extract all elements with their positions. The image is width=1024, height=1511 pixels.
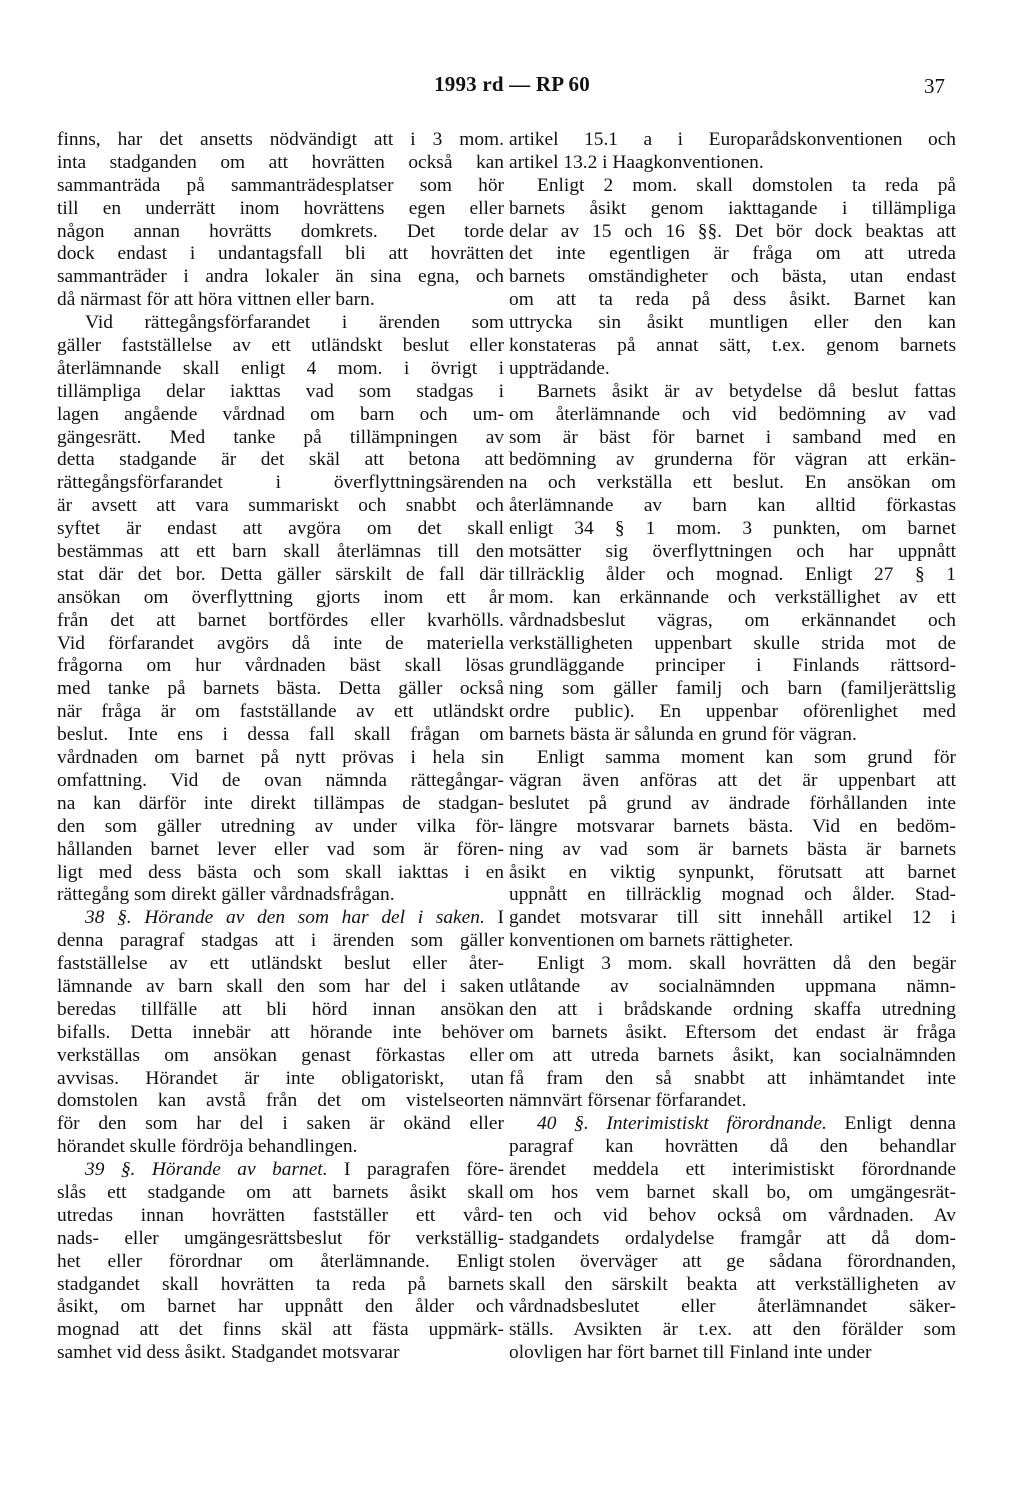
text-line: na kan därför inte direkt tillämpas de stadgan- — [57, 792, 504, 814]
text-line: barnets åsikt genom iakttagande i tillämpliga — [509, 197, 956, 219]
page-header-title: 1993 rd — RP 60 — [434, 72, 590, 96]
text-line: uppträdande. — [509, 357, 610, 379]
text-line: från det att barnet bortfördes eller kvarhölls. — [57, 609, 504, 631]
text-line: Vid förfarandet avgörs då inte de materiella — [57, 632, 504, 654]
text-line: omfattning. Vid de ovan nämnda rättegångar- — [57, 769, 504, 791]
text-line: bifalls. Detta innebär att hörande inte behöver — [57, 1021, 504, 1043]
text-line: verkställas om ansökan genast förkastas eller — [57, 1044, 504, 1066]
text-line: tillämpliga delar iakttas vad som stadgas i — [57, 380, 504, 402]
text-line: Enligt 2 mom. skall domstolen ta reda på — [537, 174, 956, 196]
text-line: återlämnande skall enligt 4 mom. i övrigt i — [57, 357, 504, 379]
text-line: ärendet meddela ett interimistiskt förordnande — [509, 1159, 956, 1181]
text-line: längre motsvarar barnets bästa. Vid en bedöm- — [509, 815, 956, 837]
text-line: då närmast för att höra vittnen eller barn. — [57, 289, 375, 311]
text-line: beslut. Inte ens i dessa fall skall frågan om — [57, 724, 504, 746]
text-line: åsikt en viktig synpunkt, förutsatt att barnet — [509, 861, 956, 883]
text-line: denna paragraf stadgas att i ärenden som gäller — [57, 930, 504, 952]
text-line: lämnande av barn skall den som har del i saken — [57, 975, 504, 997]
text-line: 40 §. Interimistiskt förordnande. Enligt denna — [537, 1113, 956, 1135]
text-line: skall den särskilt beakta att verkställigheten av — [509, 1273, 956, 1295]
text-line: grundläggande principer i Finlands rättsord- — [509, 655, 956, 677]
text-line: artikel 13.2 i Haagkonventionen. — [509, 151, 764, 173]
text-line: för den som har del i saken är okänd eller — [57, 1113, 504, 1135]
text-line: konstateras på annat sätt, t.ex. genom barnets — [509, 335, 956, 357]
text-line: mognad att det finns skäl att fästa uppmärk- — [57, 1319, 504, 1341]
text-line: Vid rättegångsförfarandet i ärenden som — [85, 312, 504, 334]
text-line: 38 §. Hörande av den som har del i saken. I — [85, 907, 504, 929]
text-line: ning av vad som är barnets bästa är barnets — [509, 838, 956, 860]
text-line: verkställigheten uppenbart skulle strida mot de — [509, 632, 956, 654]
text-line: det inte egentligen är fråga om att utreda — [509, 243, 956, 265]
text-line: gäller fastställelse av ett utländskt beslut eller — [57, 335, 504, 357]
text-line: Enligt 3 mom. skall hovrätten då den begär — [537, 953, 956, 975]
left-text-column — [57, 129, 504, 1365]
text-line: finns, har det ansetts nödvändigt att i 3 mom. — [57, 129, 504, 150]
text-line: het eller förordnar om återlämnande. Enligt — [57, 1250, 504, 1272]
text-line: utredas innan hovrätten fastställer ett vård- — [57, 1204, 504, 1226]
text-line: stadgandet skall hovrätten ta reda på barnets — [57, 1273, 504, 1295]
text-line: som är bäst för barnet i samband med en — [509, 426, 956, 448]
text-line: med tanke på barnets bästa. Detta gäller också — [57, 678, 504, 700]
text-line: vårdnadsbeslut vägras, om erkännandet och — [509, 609, 956, 631]
text-line: beredas tillfälle att bli hörd innan ansökan — [57, 998, 504, 1020]
text-line: ordre public). En uppenbar oförenlighet med — [509, 701, 956, 723]
text-line: na och verkställa ett beslut. En ansökan om — [509, 472, 956, 494]
text-line: tillräcklig ålder och mognad. Enligt 27 § 1 — [509, 563, 956, 585]
text-line: motsätter sig överflyttningen och har uppnått — [509, 541, 956, 563]
text-line: delar av 15 och 16 §§. Det bör dock beaktas att — [509, 220, 956, 242]
text-line: beslutet på grund av ändrade förhållanden inte — [509, 792, 956, 814]
text-line: om hos vem barnet skall bo, om umgängesrät- — [509, 1181, 956, 1203]
text-line: uppnått en tillräcklig mognad och ålder. Stad- — [509, 884, 956, 906]
text-line: konventionen om barnets rättigheter. — [509, 930, 794, 952]
text-line: ten och vid behov också om vårdnaden. Av — [509, 1204, 956, 1226]
text-line: fastställelse av ett utländskt beslut eller åter- — [57, 953, 504, 975]
text-line: den som gäller utredning av under vilka för- — [57, 815, 504, 837]
text-line: stadgandets ordalydelse framgår att då dom- — [509, 1227, 956, 1249]
text-line: avvisas. Hörandet är inte obligatoriskt, utan — [57, 1067, 504, 1089]
text-line: artikel 15.1 a i Europarådskonventionen och — [509, 129, 956, 150]
text-line: gängesrätt. Med tanke på tillämpningen av — [57, 426, 504, 448]
text-line: den att i brådskande ordning skaffa utredning — [509, 998, 956, 1020]
text-line: stolen överväger att ge sådana förordnanden, — [509, 1250, 956, 1272]
text-line: barnets omständigheter och bästa, utan endast — [509, 266, 956, 288]
text-line: stat där det bor. Detta gäller särskilt de fall där — [57, 563, 504, 585]
text-line: slås ett stadgande om att barnets åsikt skall — [57, 1181, 504, 1203]
page-number: 37 — [924, 74, 945, 98]
text-line: hörandet skulle fördröja behandlingen. — [57, 1136, 358, 1158]
text-line: sammanträder i andra lokaler än sina egna, och — [57, 266, 504, 288]
text-line: paragraf kan hovrätten då den behandlar — [509, 1136, 956, 1158]
text-line: nämnvärt försenar förfarandet. — [509, 1090, 747, 1112]
text-line: återlämnande av barn kan alltid förkastas — [509, 495, 956, 517]
text-line: bestämmas att ett barn skall återlämnas till den — [57, 541, 504, 563]
text-line: vägran även anföras att det är uppenbart att — [509, 769, 956, 791]
text-line: detta stadgande är det skäl att betona att — [57, 449, 504, 471]
text-line: ning som gäller familj och barn (familjerättslig — [509, 678, 956, 700]
text-line: gandet motsvarar till sitt innehåll artikel 12 i — [509, 907, 956, 929]
text-line: enligt 34 § 1 mom. 3 punkten, om barnet — [509, 518, 956, 540]
text-line: få fram den så snabbt att inhämtandet inte — [509, 1067, 956, 1089]
text-line: frågorna om hur vårdnaden bäst skall lösas — [57, 655, 504, 677]
section-heading: 40 §. Interimistiskt förordnande. — [537, 1113, 827, 1135]
text-line: barnets bästa är sålunda en grund för vägran. — [509, 724, 857, 746]
text-line: dock endast i undantagsfall bli att hovrätten — [57, 243, 504, 265]
text-line: vårdnadsbeslutet eller återlämnandet säker- — [509, 1296, 956, 1318]
text-line: samhet vid dess åsikt. Stadgandet motsvarar — [57, 1342, 400, 1364]
text-line: Barnets åsikt är av betydelse då beslut fattas — [537, 380, 956, 402]
text-line: bedömning av grunderna för vägran att erkän- — [509, 449, 956, 471]
section-heading: 38 §. Hörande av den som har del i saken. — [85, 907, 485, 929]
text-line: hållanden barnet lever eller vad som är fören- — [57, 838, 504, 860]
text-line: inta stadganden om att hovrätten också kan — [57, 151, 504, 173]
text-line: ligt med dess bästa och som skall iakttas i en — [57, 861, 504, 883]
text-line: 39 §. Hörande av barnet. I paragrafen före- — [85, 1159, 504, 1181]
text-line: domstolen kan avstå från det om vistelseorten — [57, 1090, 504, 1112]
text-line: rättegång som direkt gäller vårdnadsfrågan. — [57, 884, 395, 906]
text-line: är avsett att vara summariskt och snabbt och — [57, 495, 504, 517]
text-line: Enligt samma moment kan som grund för — [537, 747, 956, 769]
text-line: om barnets åsikt. Eftersom det endast är fråga — [509, 1021, 956, 1043]
text-line: om återlämnande och vid bedömning av vad — [509, 403, 956, 425]
text-line: sammanträda på sammanträdesplatser som hör — [57, 174, 504, 196]
text-line: när fråga är om fastställande av ett utländskt — [57, 701, 504, 723]
text-line: nads- eller umgängesrättsbeslut för verkställig- — [57, 1227, 504, 1249]
text-line: om att ta reda på dess åsikt. Barnet kan — [509, 289, 956, 311]
text-line: lagen angående vårdnad om barn och um- — [57, 403, 504, 425]
text-line: någon annan hovrätts domkrets. Det torde — [57, 220, 504, 242]
text-line: syftet är endast att avgöra om det skall — [57, 518, 504, 540]
text-line: olovligen har fört barnet till Finland inte under — [509, 1342, 872, 1364]
text-line: ställs. Avsikten är t.ex. att den förälder som — [509, 1319, 956, 1341]
text-line: utlåtande av socialnämnden uppmana nämn- — [509, 975, 956, 997]
text-line: rättegångsförfarandet i överflyttningsärenden — [57, 472, 504, 494]
text-line: åsikt, om barnet har uppnått den ålder och — [57, 1296, 504, 1318]
section-heading: 39 §. Hörande av barnet. — [85, 1159, 328, 1181]
text-line: om att utreda barnets åsikt, kan socialnämnden — [509, 1044, 956, 1066]
text-line: vårdnaden om barnet på nytt prövas i hela sin — [57, 747, 504, 769]
text-line: ansökan om överflyttning gjorts inom ett år — [57, 586, 504, 608]
right-text-column — [509, 129, 956, 1365]
text-line: mom. kan erkännande och verkställighet av ett — [509, 586, 956, 608]
text-line: till en underrätt inom hovrättens egen eller — [57, 197, 504, 219]
text-line: uttrycka sin åsikt muntligen eller den kan — [509, 312, 956, 334]
